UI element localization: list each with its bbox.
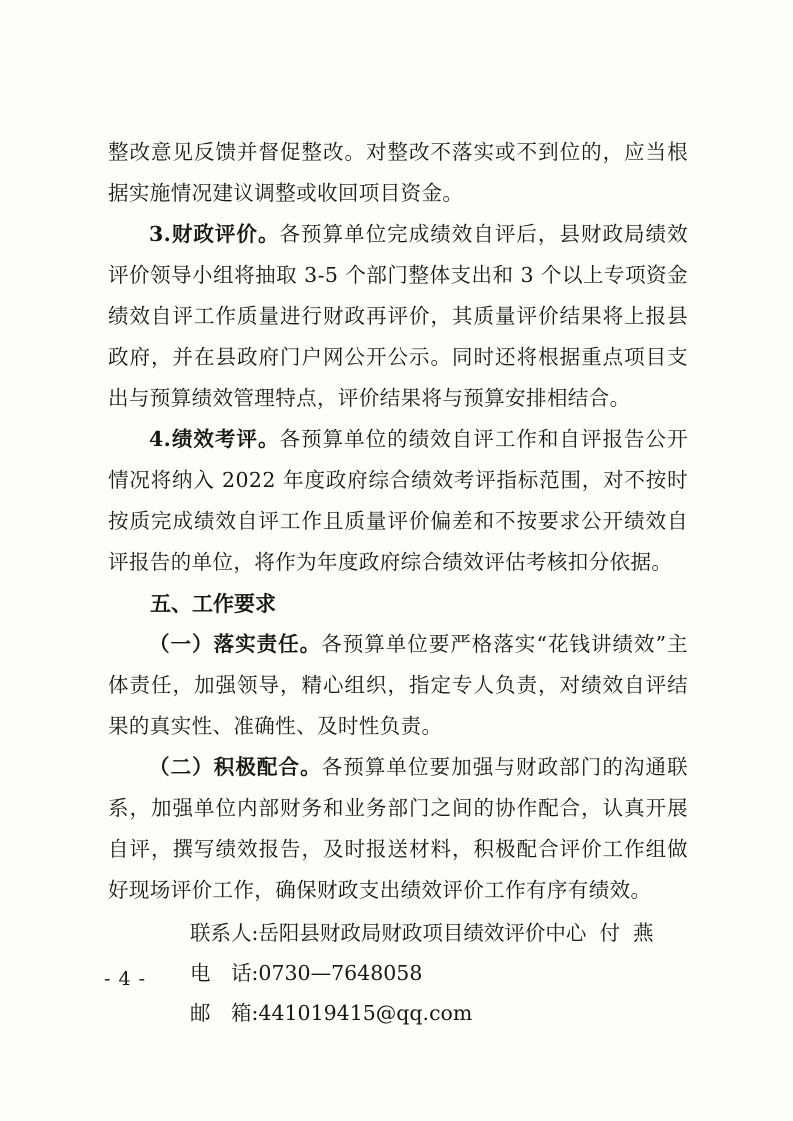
paragraph-item-4-lead: 4.绩效考评。 — [149, 427, 280, 451]
contact-email-value: 441019415@qq.com — [258, 1001, 473, 1025]
subsection-one-text: 各预算单位要严格落实“花钱讲绩效”主体责任，加强领导，精心组织，指定专人负责，对绩效自评结果的真实性、准确性、及时性负责。 — [108, 632, 688, 738]
contact-person-label: 联系人: — [190, 921, 259, 945]
contact-phone-line — [108, 953, 688, 993]
paragraph-continued: 整改意见反馈并督促整改。对整改不落实或不到位的，应当根据实施情况建议调整或收回项目资金。 — [108, 140, 688, 205]
subsection-two-lead: （二）积极配合。 — [149, 755, 322, 779]
subsection-two-text: 各预算单位要加强与财政部门的沟通联系，加强单位内部财务和业务部门之间的协作配合，认真开展自评，撰写绩效报告，及时报送材料，积极配合评价工作组做好现场评价工作，确保财政支出绩效评价工作有序有绩效。 — [108, 755, 688, 902]
contact-block — [108, 913, 688, 1033]
contact-person-value: 岳阳县财政局财政项目绩效评价中心 付 燕 — [258, 921, 654, 945]
document-body — [108, 132, 688, 1033]
page-number: - 4 - — [104, 968, 147, 990]
subsection-one — [108, 624, 688, 747]
contact-person-line — [108, 913, 688, 953]
paragraph-item-3-lead: 3.财政评价。 — [149, 222, 280, 246]
subsection-two — [108, 747, 688, 911]
paragraph-item-3-text: 各预算单位完成绩效自评后，县财政局绩效评价领导小组将抽取 3-5 个部门整体支出和 3 个以上专项资金绩效自评工作质量进行财政再评价，其质量评价结果将上报县政府，并在县政府门户网公开公示。同时还将根据重点项目支出与预算绩效管理特点，评价结果将与预算安排相结合。 — [108, 222, 688, 410]
paragraph-item-4-text: 各预算单位的绩效自评工作和自评报告公开情况将纳入 2022 年度政府综合绩效考评指标范围，对不按时按质完成绩效自评工作且质量评价偏差和不按要求公开绩效自评报告的单位，将作为年度政府综合绩效评估考核扣分依据。 — [108, 427, 688, 574]
contact-phone-label: 电 话: — [190, 961, 259, 985]
section-heading-work-requirements: 五、工作要求 — [150, 591, 276, 616]
contact-email-line — [108, 993, 688, 1033]
paragraph-item-4 — [108, 419, 688, 583]
contact-phone-value: 0730—7648058 — [258, 961, 423, 985]
subsection-one-lead: （一）落实责任。 — [149, 632, 322, 656]
paragraph-item-3 — [108, 214, 688, 419]
contact-email-label: 邮 箱: — [190, 1001, 259, 1025]
